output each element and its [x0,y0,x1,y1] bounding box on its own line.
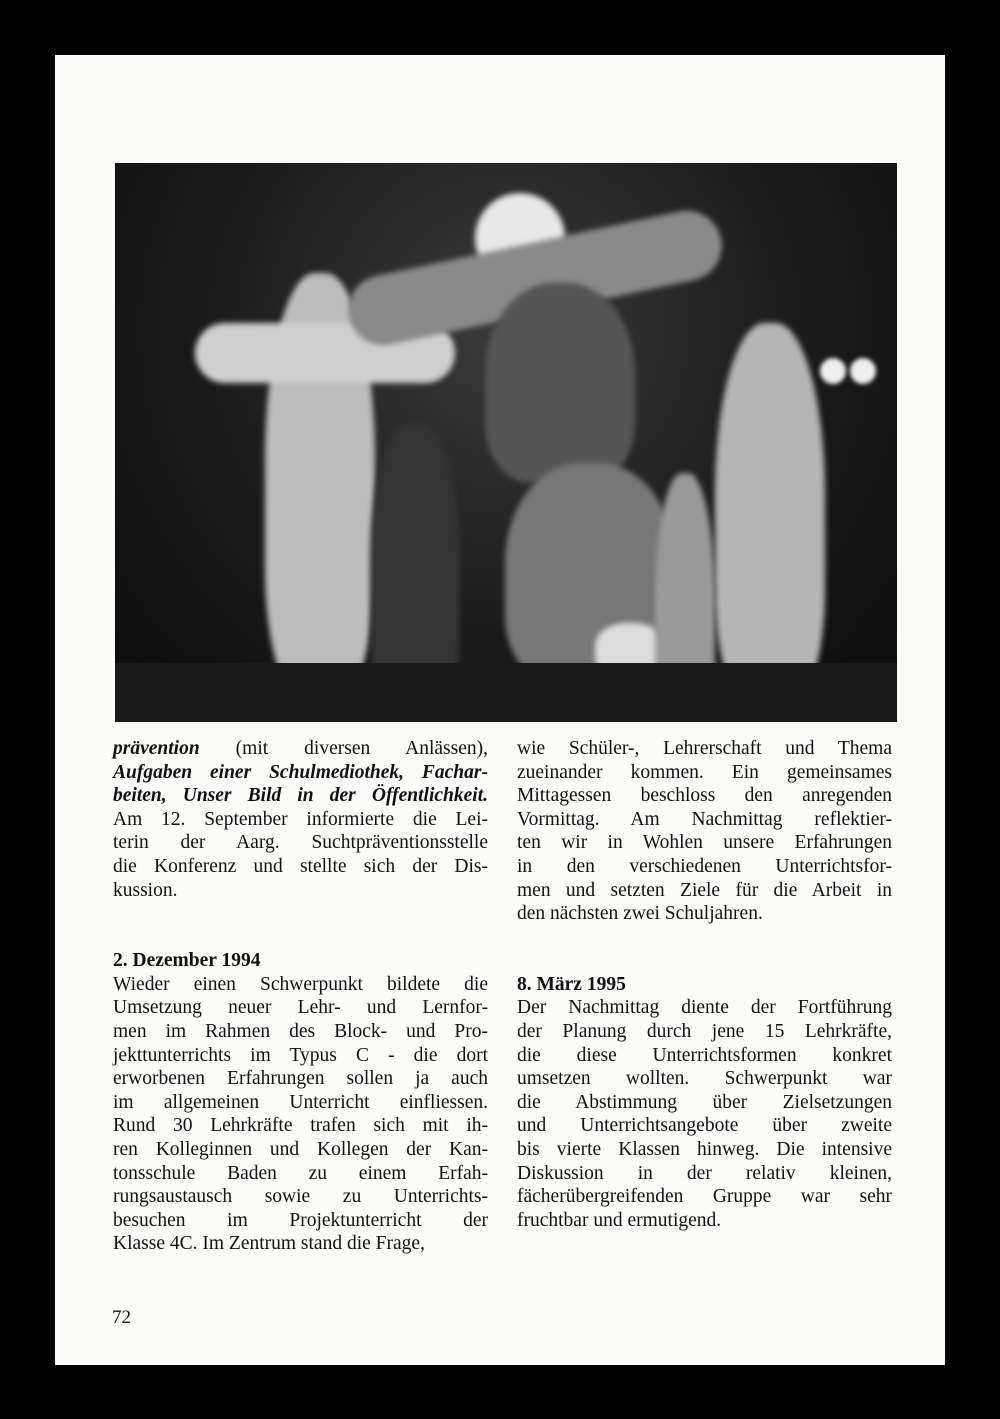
section-heading: 8. März 1995 [517,973,626,995]
text-line: wie Schüler-, Lehrerschaft und Thema [517,738,892,759]
text-line: und Unterrichtsangebote über zweite [517,1115,892,1137]
text-line: Der Nachmittag diente der Fortführung [517,997,892,1019]
text-line: jekttunterrichts im Typus C - die dort [113,1044,488,1066]
text-line: umsetzen wollten. Schwerpunkt war [517,1068,892,1090]
text-line: die diese Unterrichtsformen konkret [517,1044,892,1066]
regular-text: die Konferenz und stellte sich der Dis- [113,855,488,877]
italic-text: prävention [113,738,200,759]
text-line: men und setzten Ziele für die Arbeit in [517,879,892,901]
regular-text: kussion. [113,879,178,901]
text-line: ten wir in Wohlen unsere Erfahrungen [517,832,892,854]
text-line: men im Rahmen des Block- und Pro- [113,1020,488,1042]
text-line: Wieder einen Schwerpunkt bildete die [113,973,488,995]
text-line: zueinander kommen. Ein gemeinsames [517,761,892,783]
page-number: 72 [112,1307,131,1328]
document-page [55,55,945,1365]
text-line: ren Kolleginnen und Kollegen der Kan- [113,1138,488,1160]
text-line: Umsetzung neuer Lehr- und Lernfor- [113,997,488,1019]
section-heading: 2. Dezember 1994 [113,950,261,972]
right-column [517,737,892,1232]
text-line: Mittagessen beschloss den anregenden [517,785,892,807]
text-line: tonsschule Baden zu einem Erfah- [113,1162,488,1184]
text-line [113,737,488,761]
italic-text: beiten, Unser Bild in der Öffentlichkeit. [113,785,488,807]
text-line: den nächsten zwei Schuljahren. [517,903,763,925]
regular-text: Am 12. September informierte die Lei- [113,808,488,830]
text-line: besuchen im Projektunterricht der [113,1209,488,1231]
photo-dancers [115,163,897,722]
text-line: erworbenen Erfahrungen sollen ja auch [113,1068,488,1090]
text-line: in den verschiedenen Unterrichtsfor- [517,855,892,877]
text-line: im allgemeinen Unterricht einfliessen. [113,1091,488,1113]
text-line [113,761,488,785]
text-line: die Abstimmung über Zielsetzungen [517,1091,892,1113]
text-line: Klasse 4C. Im Zentrum stand die Frage, [113,1233,425,1255]
left-column [113,737,488,1256]
text-line [113,808,488,832]
text-line: Rund 30 Lehrkräfte trafen sich mit ih- [113,1115,488,1137]
text-line: rungsaustausch sowie zu Unterrichts- [113,1186,488,1208]
text-line: der Planung durch jene 15 Lehrkräfte, [517,1020,892,1042]
text-line: bis vierte Klassen hinweg. Die intensive [517,1138,892,1160]
text-line: fächerübergreifenden Gruppe war sehr [517,1186,892,1208]
italic-text: Aufgaben einer Schulmediothek, Fachar- [113,761,488,783]
text-line: Vormittag. Am Nachmittag reflektier- [517,808,892,830]
text-line [113,855,488,879]
text-line: Diskussion in der relativ kleinen, [517,1162,892,1184]
text-line [113,831,488,855]
regular-text: terin der Aarg. Suchtpräventionsstelle [113,832,488,854]
text-line: fruchtbar und ermutigend. [517,1209,722,1231]
text-line [113,784,488,808]
text-line [113,879,488,903]
regular-text: (mit diversen Anlässen), [199,738,488,759]
